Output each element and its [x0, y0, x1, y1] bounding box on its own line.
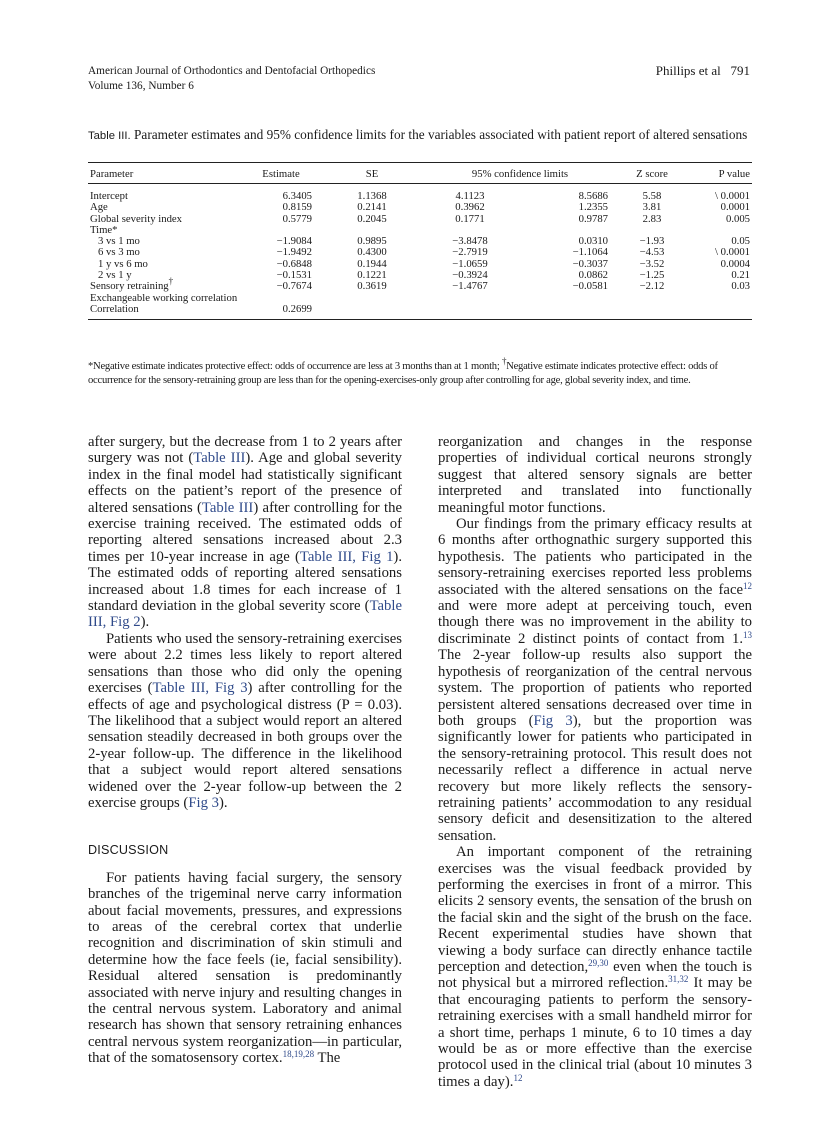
cell-parameter: 2 vs 1 y — [98, 269, 132, 282]
cell-estimate: −1.9084 — [276, 235, 312, 248]
parameter-table — [88, 162, 752, 320]
cell-lower-limit: −3.8478 — [452, 235, 488, 248]
cell-se: 1.1368 — [357, 190, 387, 202]
left-column — [88, 434, 402, 1067]
citation-link[interactable]: 12 — [743, 580, 752, 591]
cell-se: 0.1944 — [357, 257, 387, 270]
cell-upper-limit — [520, 304, 620, 320]
page-number: 791 — [730, 63, 750, 78]
cell-se: 0.1221 — [357, 269, 387, 282]
table-row — [88, 293, 752, 304]
citation-link[interactable]: 13 — [743, 629, 752, 640]
cell-pvalue — [684, 304, 752, 320]
cell-zscore: −1.25 — [639, 269, 665, 282]
cell-lower-limit: −1.4767 — [452, 280, 488, 293]
col-header-se: SE — [324, 163, 420, 184]
cell-upper-limit: −1.1064 — [572, 246, 609, 259]
col-header-zscore: Z score — [620, 163, 684, 184]
table-row — [88, 304, 752, 320]
paragraph: after surgery, but the decrease from 1 to 2 years after surgery was not (Table III). Age and global severity index in the final model had statistically significant effects on the patient’s report of the presence of altered sensations (Table III) after controlling for the exercise training received. The estimated odds of reporting altered sensations increased about 2.3 times per 10-year increase in age (Table III, Fig 1). The estimated odds of reporting altered sensations increased about 1.8 times for each increase of 1 standard deviation in the global severity score (Table III, Fig 2). — [88, 434, 402, 631]
paragraph: reorganization and changes in the response properties of individual cortical neurons strongly suggest that altered sensory signals are better interpreted and translated into functionally meaningful motor functions. — [438, 434, 752, 516]
figure-ref-link[interactable]: Fig 3 — [533, 712, 573, 729]
cell-estimate: −1.9492 — [276, 246, 312, 259]
figure-ref-link[interactable]: Table III, Fig 1 — [299, 548, 394, 565]
figure-ref-link[interactable]: Fig 3 — [188, 794, 219, 811]
table-ref-link[interactable]: Table III — [201, 499, 254, 516]
cell-parameter: 6 vs 3 mo — [98, 246, 140, 259]
table-caption — [88, 127, 752, 145]
cell-lower-limit: 0.3962 — [455, 201, 485, 214]
author-running-head: Phillips et al — [655, 63, 721, 78]
cell-parameter: Sensory retraining† — [90, 276, 174, 293]
cell-pvalue: 0.03 — [731, 280, 751, 293]
paragraph: For patients having facial surgery, the sensory branches of the trigeminal nerve carry information about facial movements, pressures, and expressions to areas of the cerebral cortex that underlie recognition and discrimination of skin stimuli and determine how the face feels (ie, facial sensibility). Residual altered sensation is predominantly associated with nerve injury and resulting changes in the central nervous system. Laboratory and animal research has shown that sensory retraining enhances central nervous system reorganization—in particular, that of the somatosensory cortex.$^{18,19,28}$ The — [88, 869, 402, 1067]
table-caption-text: Parameter estimates and 95% confidence limits for the variables associated with patient report of altered sensations — [134, 127, 748, 142]
right-column — [438, 434, 752, 1090]
cell-estimate: 0.2699 — [238, 304, 324, 320]
col-header-confidence: 95% confidence limits — [420, 163, 620, 184]
cell-zscore — [620, 293, 684, 304]
cell-lower-limit: −0.3924 — [452, 269, 488, 282]
cell-upper-limit: −0.0581 — [572, 280, 609, 293]
dagger-mark: † — [168, 276, 174, 287]
cell-parameter: Correlation — [88, 304, 238, 320]
col-header-pvalue: P value — [684, 163, 752, 184]
cell-lower-limit: 4.1123 — [455, 190, 485, 202]
cell-se: 0.3619 — [357, 280, 387, 293]
cell-zscore: −2.12 — [639, 280, 665, 293]
figure-ref-link[interactable]: Table III, Fig 3 — [152, 680, 248, 697]
cell-parameter: Global severity index — [90, 212, 183, 225]
cell-pvalue: 0.21 — [731, 269, 751, 282]
table-iii — [88, 162, 752, 320]
discussion-heading: DISCUSSION — [88, 843, 169, 858]
table-row — [88, 184, 752, 203]
table-ref-link[interactable]: Table III — [193, 450, 246, 467]
cell-upper-limit: 1.2355 — [578, 201, 609, 214]
cell-se: 0.2141 — [357, 201, 387, 214]
cell-pvalue: \ 0.0001 — [714, 246, 751, 259]
cell-estimate: 6.3405 — [282, 190, 312, 202]
cell-parameter: Intercept — [90, 190, 128, 202]
cell-se — [324, 304, 420, 320]
cell-lower-limit: −1.0659 — [452, 257, 488, 270]
paragraph: An important component of the retraining exercises was the visual feedback provided by performing the exercises in front of a mirror. This elicits 2 sensory events, the sensation of the brush on the facial skin and the sight of the brush on the face. Recent experimental studies have shown that viewing a body surface can directly enhance tactile perception and detection,$^{29,30}$ even when the touch is not physical but a mirrored reflection.$^{31,32}$ It may be that encouraging patients to perform the sensory-retraining exercises with a small handheld mirror for a short time, perhaps 1 minute, 6 to 10 times a day would be as or more effective than the exercise protocol used in the clinical trial (about 10 minutes 3 times a day).$^{12}$ — [438, 844, 752, 1090]
cell-estimate: −0.6848 — [276, 257, 312, 270]
running-head — [656, 63, 750, 79]
paragraph: Patients who used the sensory-retraining exercises were about 2.2 times less likely to report altered sensations than those who did only the opening exercises (Table III, Fig 3) after controlling for the effects of age and psychological distress (P = 0.03). The likelihood that a subject would report an altered sensation steadily decreased in both groups over the 2-year follow-up. The difference in the likelihood that a subject would report altered sensations widened over the 2-year follow-up between the 2 exercise groups (Fig 3). — [88, 630, 402, 811]
cell-zscore: 5.58 — [642, 190, 662, 202]
cell-pvalue: 0.005 — [725, 212, 751, 225]
cell-upper-limit — [520, 293, 620, 304]
cell-parameter: 3 vs 1 mo — [98, 235, 140, 248]
cell-parameter: 1 y vs 6 mo — [98, 257, 148, 270]
cell-zscore: −1.93 — [639, 235, 665, 248]
cell-pvalue: 0.05 — [731, 235, 751, 248]
journal-name: American Journal of Orthodontics and Dentofacial Orthopedics — [88, 65, 376, 77]
cell-se: 0.4300 — [357, 246, 387, 259]
table-label: Table III. — [88, 130, 131, 142]
cell-pvalue: \ 0.0001 — [714, 190, 751, 202]
cell-parameter: Time* — [90, 223, 118, 236]
cell-se: 0.9895 — [357, 235, 387, 248]
table-row — [88, 214, 752, 225]
cell-upper-limit: 8.5686 — [578, 190, 609, 202]
cell-upper-limit: 0.9787 — [578, 212, 609, 225]
table-header-row — [88, 163, 752, 184]
citation-link[interactable]: 12 — [513, 1072, 523, 1083]
footnote-retraining: Negative estimate indicates protective effect: odds of occurrence for the sensory-retraining group are less than for the opening-exercises-only group after controlling for age, global severity index, and time. — [88, 361, 718, 387]
cell-se — [324, 293, 420, 304]
cell-zscore: 3.81 — [642, 201, 662, 214]
cell-lower-limit: −2.7919 — [452, 246, 488, 259]
paragraph: Our findings from the primary efficacy results at 6 months after orthognathic surgery supported this hypothesis. The patients who participated in the sensory-retraining exercises reported less problems associated with the altered sensations on the face$^{12}$ and were more adept at perceiving touch, even though there was no improvement in the ability to discriminate 2 distinct points of contact from 1.13 The 2-year follow-up results also support the hypothesis of reorganization of the central nervous system. The proportion of patients who reported persistent altered sensations decreased over time in both groups (Fig 3), but the proportion was significantly lower for patients who participated in the sensory-retraining protocol. This result does not necessarily reflect a difference in actual nerve recovery but more likely reflects the sensory-retraining patients’ accommodation to any residual sensory deficit and desensitization to the altered sensation. — [438, 516, 752, 844]
citation-link[interactable]: 18,19,28 — [282, 1049, 315, 1060]
cell-pvalue: 0.0004 — [720, 257, 751, 270]
cell-upper-limit: −0.3037 — [572, 257, 609, 270]
figure-ref-link[interactable]: Table III, Fig 2 — [88, 598, 402, 631]
cell-lower-limit: 0.1771 — [455, 212, 485, 225]
cell-zscore: −4.53 — [639, 246, 665, 259]
cell-parameter: Exchangeable working correlation — [90, 291, 238, 304]
cell-estimate: −0.1531 — [276, 269, 312, 282]
cell-zscore — [620, 304, 684, 320]
cell-lower-limit — [420, 304, 520, 320]
citation-link[interactable]: 29,30 — [588, 958, 609, 968]
footnote-time: *Negative estimate indicates protective effect: odds of occurrence are less at 3 months than at 1 month; — [88, 361, 500, 372]
cell-parameter: Age — [90, 201, 108, 214]
col-header-parameter: Parameter — [88, 163, 238, 184]
cell-lower-limit — [420, 293, 520, 304]
journal-volume: Volume 136, Number 6 — [88, 79, 194, 92]
citation-link[interactable]: 31,32 — [668, 974, 689, 985]
cell-estimate: 0.5779 — [282, 212, 312, 225]
cell-upper-limit: 0.0862 — [578, 269, 609, 282]
cell-zscore: −3.52 — [639, 257, 665, 270]
cell-estimate: 0.8159 — [282, 201, 312, 214]
table-footnote — [88, 356, 752, 389]
footnote-dagger: † — [501, 356, 507, 366]
cell-pvalue: 0.0001 — [720, 201, 751, 214]
cell-estimate: −0.7674 — [276, 280, 312, 293]
cell-se: 0.2045 — [357, 212, 387, 225]
cell-upper-limit: 0.0310 — [578, 235, 609, 248]
cell-pvalue — [684, 293, 752, 304]
journal-header — [88, 64, 375, 93]
col-header-estimate: Estimate — [238, 163, 324, 184]
cell-zscore: 2.83 — [642, 212, 662, 225]
